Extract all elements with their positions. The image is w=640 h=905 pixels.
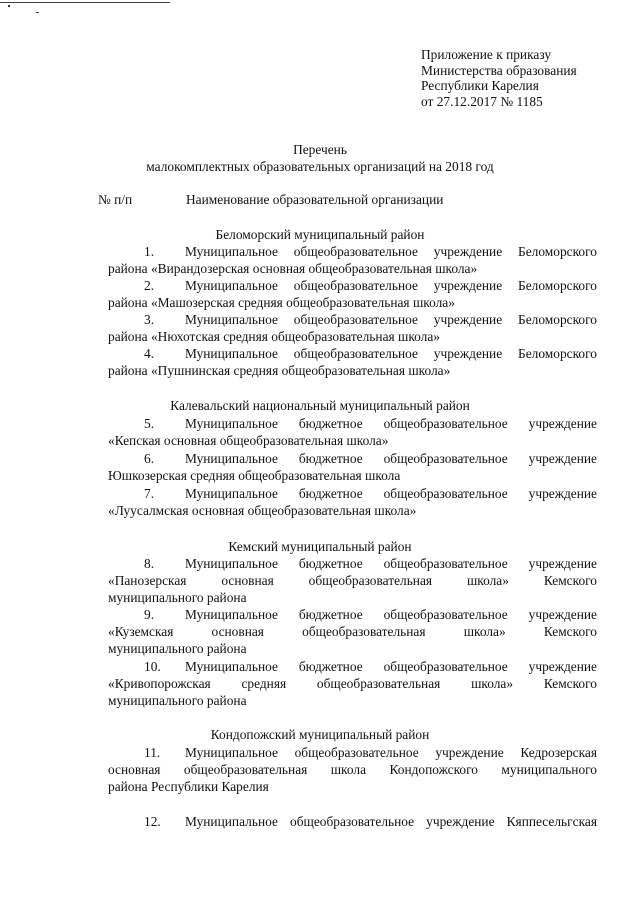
item-number: 5. [144, 416, 155, 431]
item-number: 10. [144, 659, 161, 674]
annex-header [421, 47, 631, 109]
list-item [108, 311, 597, 345]
list-item [108, 485, 597, 519]
document-title: Перечень [293, 142, 347, 157]
item-number: 4. [144, 346, 155, 361]
item-text: Муниципальное общеобразовательное учреждение Беломорского [185, 244, 597, 259]
district-heading: Кондопожский муниципальный район [210, 727, 430, 742]
annex-line: Приложение к приказу [421, 47, 552, 62]
item-text: «Луусалмская основная общеобразовательная школа» [108, 503, 417, 518]
item-text: района «Машозерская средняя общеобразовательная школа» [108, 295, 455, 310]
item-number: 11. [144, 745, 161, 760]
item-text: района Республики Карелия [108, 779, 269, 794]
item-text: района «Нюхотская средняя общеобразовательная школа» [108, 329, 441, 344]
list-item [108, 243, 597, 277]
list-item [108, 813, 597, 830]
annex-line: Республики Карелия [421, 78, 539, 93]
list-item [108, 277, 597, 311]
item-text: Муниципальное бюджетное общеобразовательное учреждение [185, 607, 597, 622]
district-heading: Беломорский муниципальный район [215, 227, 425, 242]
item-text: «Куземская основная общеобразовательная школа» Кемского [108, 624, 597, 639]
item-text: района «Вирандозерская основная общеобразовательная школа» [108, 261, 478, 276]
item-text: муниципального района [108, 590, 247, 605]
district-heading: Калевальский национальный муниципальный район [170, 398, 470, 413]
item-number: 12. [144, 814, 161, 829]
item-text: основная общеобразовательная школа Кондопожского муниципального [108, 762, 597, 777]
item-text: района «Пушнинская средняя общеобразовательная школа» [108, 363, 451, 378]
item-text: Муниципальное бюджетное общеобразовательное учреждение [185, 486, 597, 501]
list-item [108, 606, 597, 657]
item-text: Муниципальное общеобразовательное учреждение Кяппесельгская [185, 814, 597, 829]
list-item [108, 658, 597, 709]
list-item [108, 345, 597, 379]
list-item [108, 555, 597, 606]
scan-artifact [36, 12, 39, 13]
document-subtitle: малокомплектных образовательных организаций на 2018 год [146, 159, 494, 174]
scan-edge-line [0, 2, 170, 3]
item-number: 9. [144, 607, 155, 622]
item-text: Муниципальное бюджетное общеобразовательное учреждение [185, 556, 597, 571]
item-number: 1. [144, 244, 155, 259]
column-header-name: Наименование образовательной организации [186, 192, 444, 207]
item-text: «Кепская основная общеобразовательная школа» [108, 433, 389, 448]
item-text: Муниципальное бюджетное общеобразовательное учреждение [185, 659, 597, 674]
item-text: Муниципальное общеобразовательное учреждение Беломорского [185, 278, 597, 293]
item-text: Юшкозерская средняя общеобразовательная школа [108, 468, 401, 483]
item-text: Муниципальное общеобразовательное учреждение Беломорского [185, 312, 597, 327]
item-number: 6. [144, 451, 155, 466]
item-number: 7. [144, 486, 155, 501]
list-item [108, 450, 597, 484]
item-number: 2. [144, 278, 155, 293]
annex-line: от 27.12.2017 № 1185 [421, 93, 543, 109]
list-item [108, 744, 597, 795]
item-number: 3. [144, 312, 155, 327]
item-text: Муниципальное общеобразовательное учреждение Беломорского [185, 346, 597, 361]
district-heading: Кемский муниципальный район [228, 539, 412, 554]
item-text: «Кривопорожская средняя общеобразовательная школа» Кемского [108, 676, 597, 691]
item-number: 8. [144, 556, 155, 571]
item-text: муниципального района [108, 693, 247, 708]
item-text: муниципального района [108, 641, 247, 656]
item-text: Муниципальное бюджетное общеобразовательное учреждение [185, 451, 597, 466]
annex-line: Министерства образования [421, 62, 577, 78]
list-item [108, 415, 597, 449]
column-header-number: № п/п [98, 192, 133, 207]
item-text: Муниципальное общеобразовательное учреждение Кедрозерская [185, 745, 597, 760]
item-text: «Панозерская основная общеобразовательная школа» Кемского [108, 573, 597, 588]
item-text: Муниципальное бюджетное общеобразовательное учреждение [185, 416, 597, 431]
scan-artifact [8, 5, 10, 7]
